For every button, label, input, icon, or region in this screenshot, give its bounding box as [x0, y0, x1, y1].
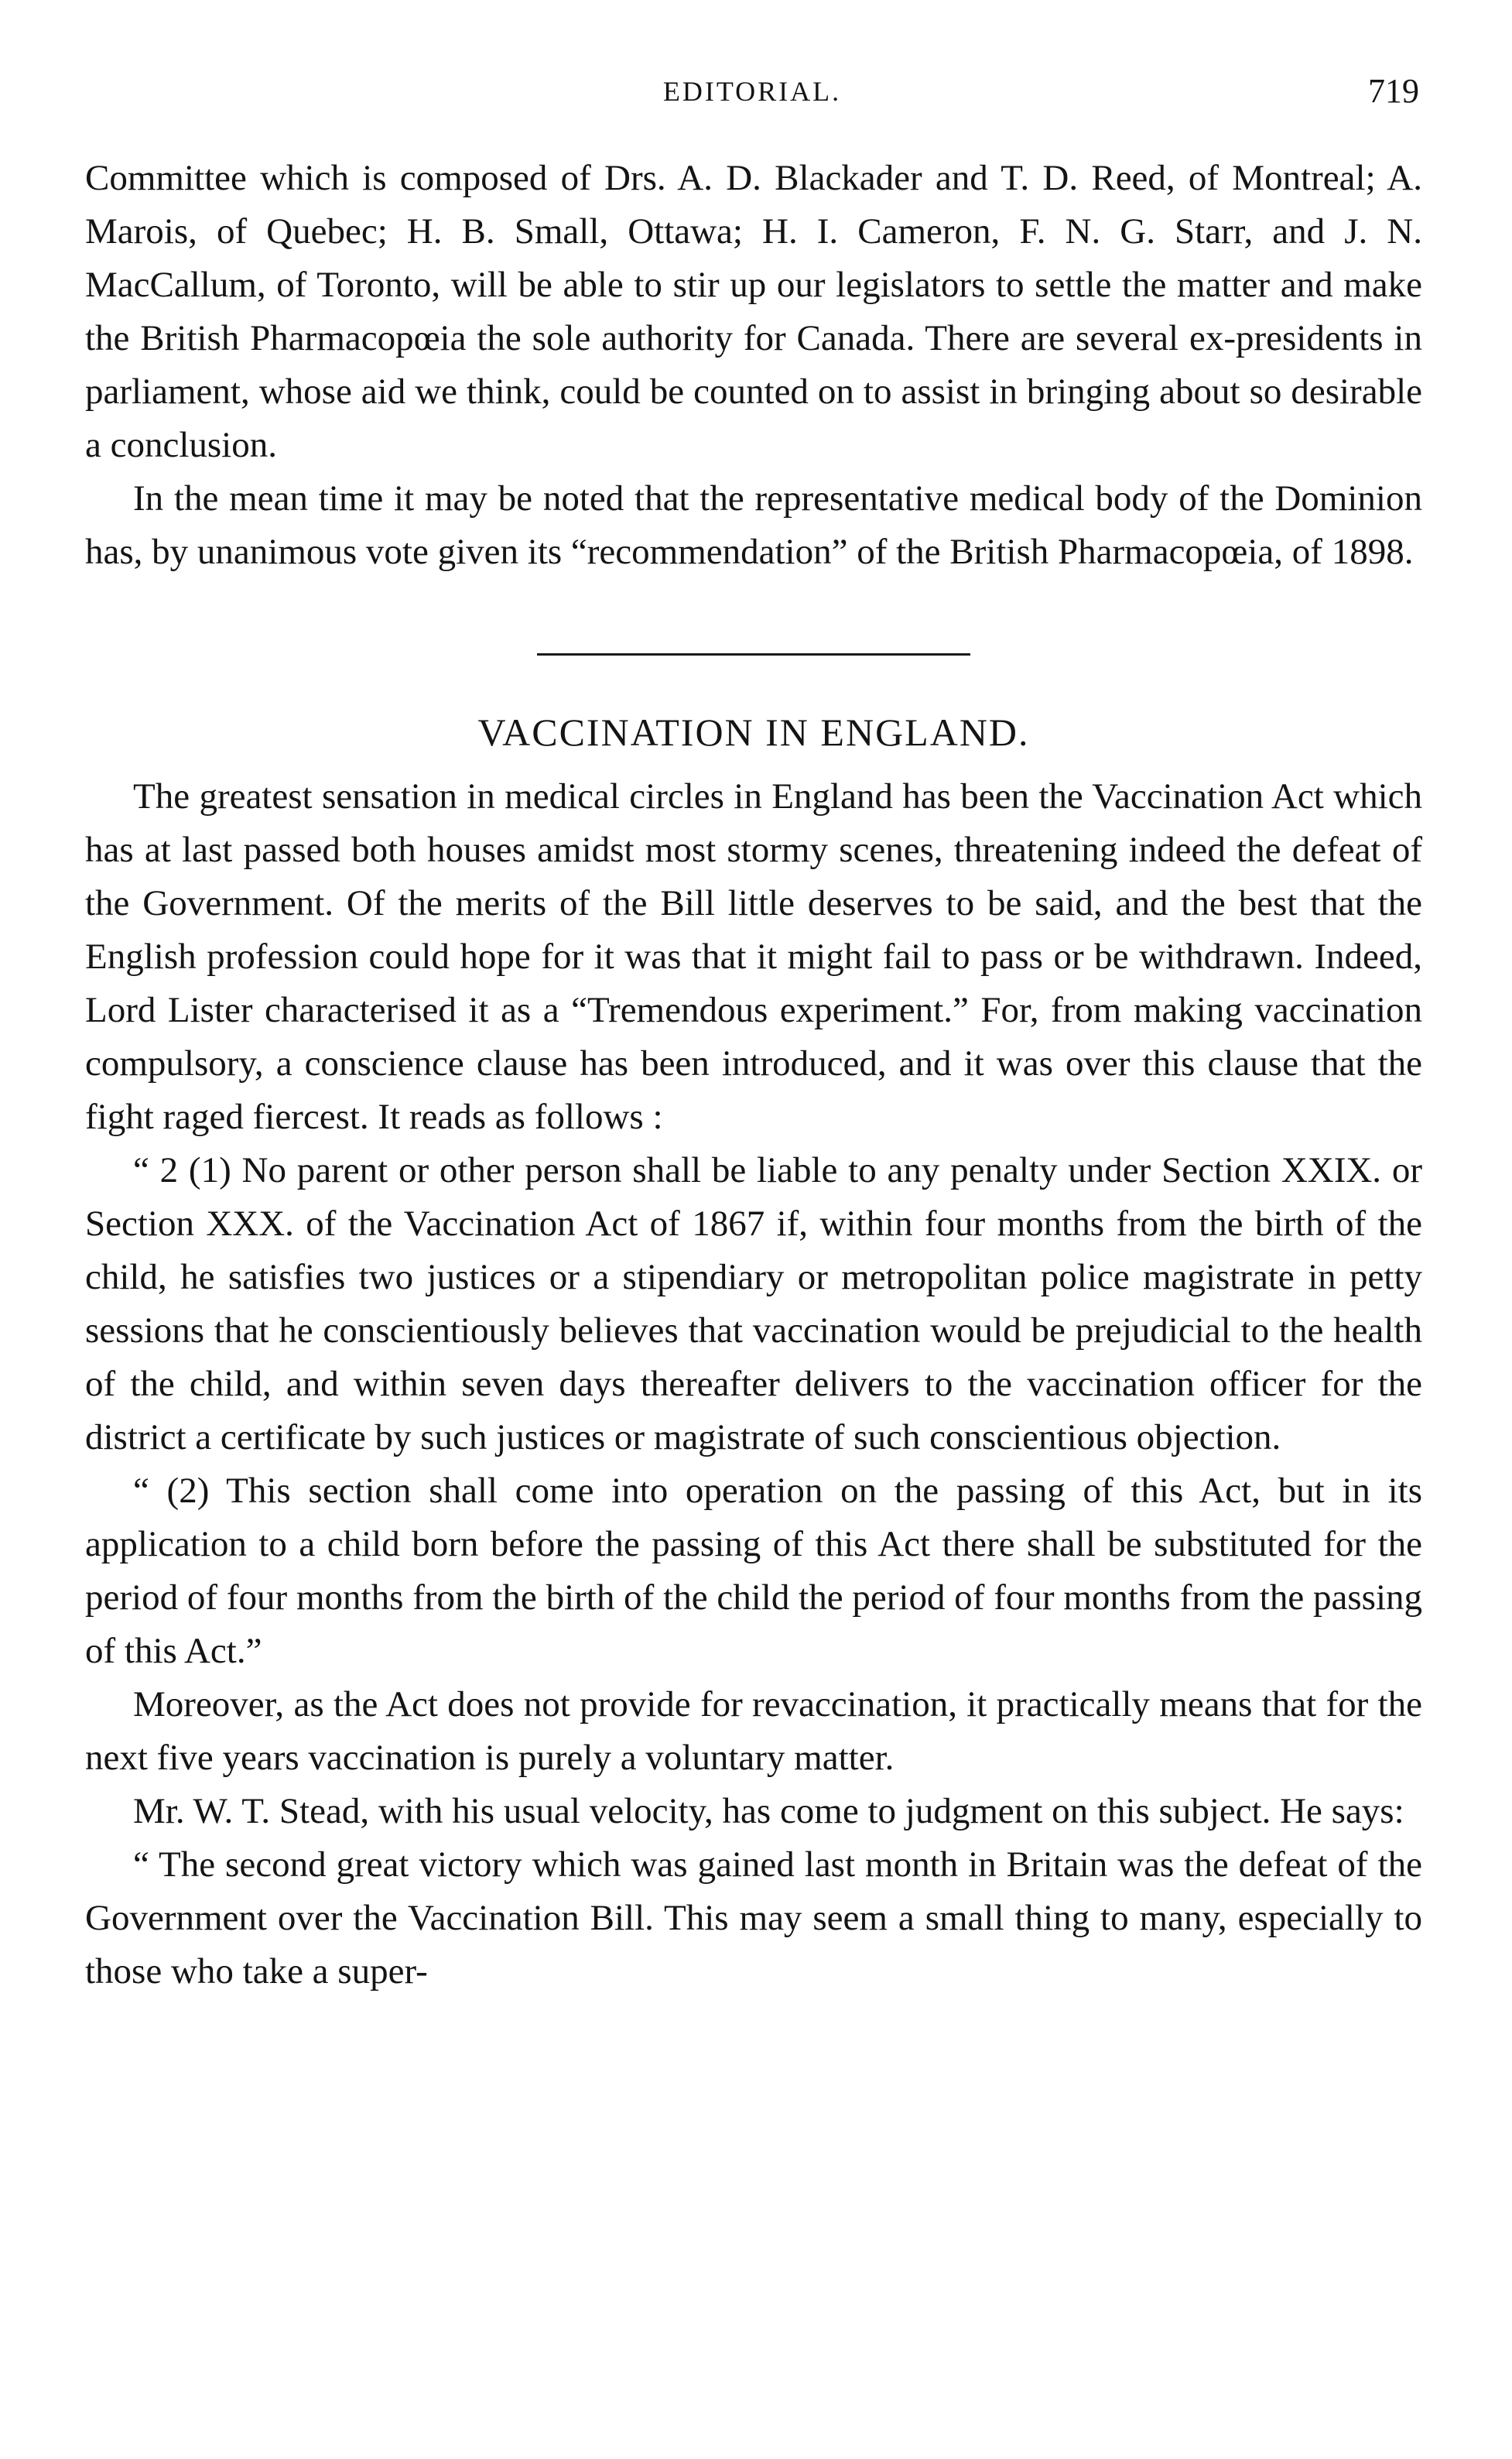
quote-stead: “ The second great victory which was gained last month in Britain was the defeat of the Government over the Vaccination Bill. This may seem a small thing to many, especially to those who take a super-: [85, 1844, 1422, 1992]
running-title: EDITORIAL.: [662, 76, 842, 107]
running-header: [85, 68, 1419, 115]
paragraph-mean-time: In the mean time it may be noted that the representative medical body of the Dominion has, by unanimous vote given its “recommendation” of the British Pharmacopœia, of 1898.: [85, 478, 1422, 572]
section-heading: VACCINATION IN ENGLAND.: [477, 711, 1030, 754]
body-text: [85, 152, 1422, 1998]
quote-clause-1: “ 2 (1) No parent or other person shall be liable to any penalty under Section XXIX. or Section XXX. of the Vaccination Act of 1867 if, within four months from the birth of the child, he satisfies two justices or a stipendiary or metropolitan police magistrate in petty sessions that he conscientiously believes that vaccination would be prejudicial to the health of the child, and within seven days thereafter delivers to the vaccination officer for the district a certificate by such justices or magistrate of such conscientious objection.: [85, 1150, 1422, 1457]
paragraph-revaccination: Moreover, as the Act does not provide for revaccination, it practically means that for the next five years vaccination is purely a voluntary matter.: [85, 1684, 1422, 1778]
paragraph-sensation: The greatest sensation in medical circles in England has been the Vaccination Act which has at last passed both houses amidst most stormy scenes, threatening indeed the defeat of the Government. Of the merits of the Bill little deserves to be said, and the best that the English profession could hope for it was that it might fail to pass or be withdrawn. Indeed, Lord Lister characterised it as a “Tremendous experiment.” For, from making vaccination compulsory, a conscience clause has been introduced, and it was over this clause that the fight raged fiercest. It reads as follows :: [85, 776, 1422, 1137]
paragraph-stead: Mr. W. T. Stead, with his usual velocity, has come to judgment on this subject. He says:: [133, 1791, 1404, 1831]
quote-clause-2: “ (2) This section shall come into operation on the passing of this Act, but in its application to a child born before the passing of this Act there shall be substituted for the period of four months from the birth of the child the period of four months from the passing of this Act.”: [85, 1471, 1422, 1671]
page-number: 719: [1368, 72, 1419, 110]
section-divider: [537, 653, 970, 656]
paragraph-committee: Committee which is composed of Drs. A. D. Blackader and T. D. Reed, of Montreal; A. Marois, of Quebec; H. B. Small, Ottawa; H. I. Cameron, F. N. G. Starr, and J. N. MacCallum, of Toronto, will be able to stir up our legislators to settle the matter and make the British Pharmacopœia the sole authority for Canada. There are several ex-presidents in parliament, whose aid we think, could be counted on to assist in bringing about so desirable a conclusion.: [85, 158, 1422, 465]
